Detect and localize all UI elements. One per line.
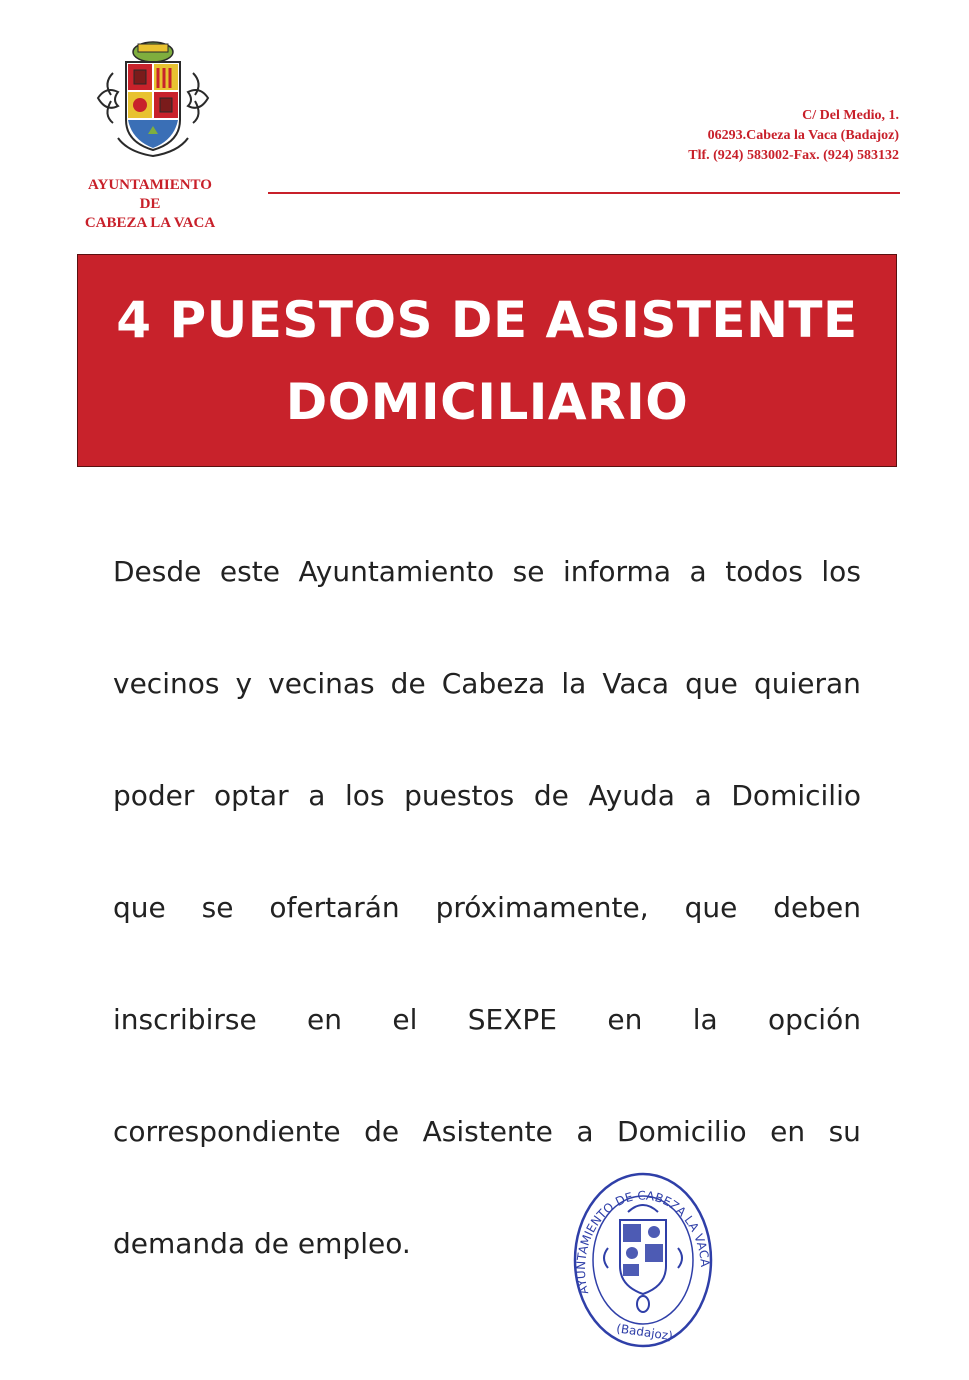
word: su — [828, 1115, 861, 1148]
word: vecinos — [113, 667, 220, 700]
body-line — [113, 1100, 861, 1212]
word: Ayuda — [588, 779, 675, 812]
body-line — [113, 652, 861, 764]
word: vecinas — [268, 667, 375, 700]
word: de — [533, 779, 569, 812]
svg-text:AYUNTAMIENTO DE CABEZA LA VACA: AYUNTAMIENTO DE CABEZA LA VACA — [573, 1188, 713, 1296]
word: SEXPE — [467, 1003, 557, 1036]
word: Vaca — [602, 667, 670, 700]
word: este — [219, 555, 280, 588]
word: optar — [214, 779, 289, 812]
header-divider — [268, 192, 900, 194]
word: los — [821, 555, 861, 588]
word: inscribirse — [113, 1003, 257, 1036]
word: Desde — [113, 555, 202, 588]
word: Domicilio — [617, 1115, 747, 1148]
word: todos — [725, 555, 803, 588]
word: a — [694, 779, 712, 812]
word: en — [307, 1003, 343, 1036]
word: Asistente — [422, 1115, 553, 1148]
body-line-last — [113, 1212, 861, 1324]
org-name-line: AYUNTAMIENTO — [88, 177, 212, 193]
word: en — [770, 1115, 806, 1148]
word: Domicilio — [731, 779, 861, 812]
word: correspondiente — [113, 1115, 341, 1148]
body-line — [113, 540, 861, 652]
banner-title-line: 4 PUESTOS DE ASISTENTE — [116, 290, 858, 349]
official-stamp-seal — [568, 1168, 718, 1352]
word: a — [576, 1115, 594, 1148]
org-name-line: CABEZA LA VACA — [84, 215, 216, 231]
word: quieran — [753, 667, 861, 700]
word: el — [392, 1003, 418, 1036]
word: Cabeza — [441, 667, 546, 700]
word: poder — [113, 779, 195, 812]
word: que — [685, 667, 738, 700]
word: de — [390, 667, 426, 700]
svg-text:(Badajoz): (Badajoz) — [615, 1321, 674, 1344]
word: la — [561, 667, 587, 700]
body-line — [113, 876, 861, 988]
body-line — [113, 764, 861, 876]
address-line: C/ Del Medio, 1. — [802, 108, 899, 123]
banner-title-line: DOMICILIARIO — [285, 372, 689, 431]
word: se — [201, 891, 234, 924]
body-last-line: demanda de empleo. — [113, 1227, 411, 1260]
address-block — [688, 106, 899, 166]
word: informa — [563, 555, 671, 588]
word: puestos — [404, 779, 515, 812]
word: que — [684, 891, 738, 924]
word: ofertarán — [269, 891, 400, 924]
word: y — [235, 667, 253, 700]
word: que — [113, 891, 166, 924]
org-name-line: DE — [139, 196, 161, 212]
body-line — [113, 988, 861, 1100]
word: deben — [773, 891, 861, 924]
title-banner — [77, 254, 897, 467]
word: de — [364, 1115, 400, 1148]
word: se — [512, 555, 545, 588]
word: los — [345, 779, 385, 812]
word: a — [689, 555, 707, 588]
word: a — [308, 779, 326, 812]
word: Ayuntamiento — [298, 555, 495, 588]
word: la — [692, 1003, 718, 1036]
address-line: 06293.Cabeza la Vaca (Badajoz) — [707, 128, 899, 143]
announcement-body — [113, 540, 861, 1324]
organization-name — [60, 176, 240, 233]
address-line: Tlf. (924) 583002-Fax. (924) 583132 — [688, 148, 899, 163]
word: en — [607, 1003, 643, 1036]
word: opción — [768, 1003, 861, 1036]
coat-of-arms-logo — [88, 38, 218, 166]
word: próximamente, — [435, 891, 649, 924]
